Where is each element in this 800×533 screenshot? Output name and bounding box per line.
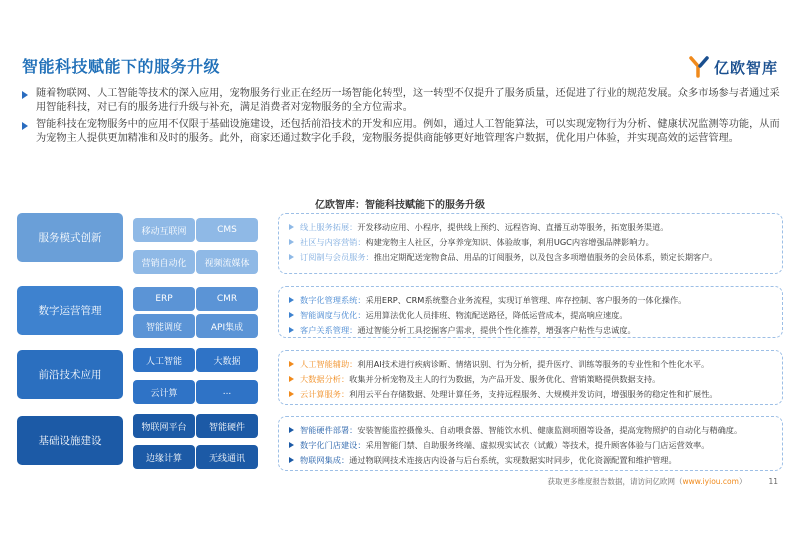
detail-row: 数字化管理系统：采用ERP、CRM系统整合业务流程，实现订单管理、库存控制、客户服务的一体化操作。 bbox=[289, 293, 772, 308]
detail-row: 订阅制与会员服务：推出定期配送宠物食品、用品的订阅服务，以及包含多项增值服务的会员体系，锁定长期客户。 bbox=[289, 250, 772, 265]
tech-tag: 视频流媒体 bbox=[196, 250, 258, 274]
category-detail-panel bbox=[278, 350, 783, 405]
tech-tag: 物联网平台 bbox=[133, 414, 195, 438]
tech-tag: CMS bbox=[196, 218, 258, 242]
detail-row: 物联网集成：通过物联网技术连接店内设备与后台系统，实现数据实时同步，优化资源配置和维护管理。 bbox=[289, 453, 772, 468]
tech-tag: 边缘计算 bbox=[133, 445, 195, 469]
tech-tag: CMR bbox=[196, 287, 258, 311]
detail-row: 线上服务拓展：开发移动应用、小程序，提供线上预约、远程咨询、直播互动等服务，拓宽服务渠道。 bbox=[289, 220, 772, 235]
detail-row: 社区与内容营销：构建宠物主人社区，分享养宠知识、体验故事，利用UGC内容增强品牌影响力。 bbox=[289, 235, 772, 250]
footer-link[interactable]: www.iyiou.com bbox=[682, 477, 739, 486]
footer-text-end: ） bbox=[738, 477, 747, 486]
category-detail-panel bbox=[278, 213, 783, 274]
tech-tag: 智能硬件 bbox=[196, 414, 258, 438]
diagram-title: 亿欧智库：智能科技赋能下的服务升级 bbox=[315, 200, 485, 211]
footer-text: 获取更多维度报告数据，请访问亿欧网（ bbox=[547, 477, 683, 486]
tech-tag: 人工智能 bbox=[133, 348, 195, 372]
category-infrastructure: 基础设施建设 bbox=[17, 416, 123, 465]
intro-bullets bbox=[22, 87, 782, 149]
category-detail-panel bbox=[278, 416, 783, 471]
tech-tag: ERP bbox=[133, 287, 195, 311]
bullet-paragraph: 随着物联网、人工智能等技术的深入应用，宠物服务行业正在经历一场智能化转型，这一转型不仅提升了服务质量，还促进了行业的规范发展。众多市场参与者通过采用智能科技，对已有的服务进行升级与补充，满足消费者对宠物服务的全方位需求。 bbox=[22, 87, 782, 115]
page-number: 11 bbox=[768, 477, 778, 486]
category-detail-panel bbox=[278, 286, 783, 338]
tech-tag: API集成 bbox=[196, 314, 258, 338]
detail-row: 智能调度与优化：运用算法优化人员排班、物流配送路径，降低运营成本，提高响应速度。 bbox=[289, 308, 772, 323]
tech-tag: 移动互联网 bbox=[133, 218, 195, 242]
detail-row: 数字化门店建设：采用智能门禁、自助服务终端、虚拟现实试衣（试戴）等技术，提升顾客体验与门店运营效率。 bbox=[289, 438, 772, 453]
bullet-paragraph: 智能科技在宠物服务中的应用不仅限于基础设施建设，还包括前沿技术的开发和应用。例如，通过人工智能算法，可以实现宠物行为分析、健康状况监测等功能，从而为宠物主人提供更加精准和及时的服务。此外，商家还通过数字化手段，宠物服务提供商能够更好地管理客户数据，优化用户体验，并实现高效的运营管理。 bbox=[22, 118, 782, 146]
detail-row: 智能硬件部署：安装智能监控摄像头、自动喂食器、智能饮水机、健康监测项圈等设备，提高宠物照护的自动化与精确度。 bbox=[289, 423, 772, 438]
detail-row: 大数据分析：收集并分析宠物及主人的行为数据，为产品开发、服务优化、营销策略提供数据支持。 bbox=[289, 372, 772, 387]
tech-tag: 营销自动化 bbox=[133, 250, 195, 274]
category-digital-operations: 数字运营管理 bbox=[17, 286, 123, 335]
page-title: 智能科技赋能下的服务升级 bbox=[22, 57, 221, 76]
logo-text: 亿欧智库 bbox=[713, 58, 778, 77]
category-frontier-tech: 前沿技术应用 bbox=[17, 350, 123, 399]
detail-row: 客户关系管理：通过智能分析工具挖掘客户需求，提供个性化推荐，增强客户粘性与忠诚度。 bbox=[289, 323, 772, 338]
tech-tag: 无线通讯 bbox=[196, 445, 258, 469]
tech-tag: 智能调度 bbox=[133, 314, 195, 338]
more-tag: ... bbox=[196, 380, 258, 404]
tech-tag: 云计算 bbox=[133, 380, 195, 404]
logo bbox=[688, 56, 778, 78]
tech-tag: 大数据 bbox=[196, 348, 258, 372]
detail-row: 人工智能辅助：利用AI技术进行疾病诊断、情绪识别、行为分析，提升医疗、训练等服务的专业性和个性化水平。 bbox=[289, 357, 772, 372]
detail-row: 云计算服务：利用云平台存储数据、处理计算任务，支持远程服务、大规模并发访问，增强服务的稳定性和扩展性。 bbox=[289, 387, 772, 402]
category-service-innovation: 服务模式创新 bbox=[17, 213, 123, 262]
page-footer bbox=[548, 476, 779, 487]
yiou-logo-icon bbox=[688, 56, 710, 78]
